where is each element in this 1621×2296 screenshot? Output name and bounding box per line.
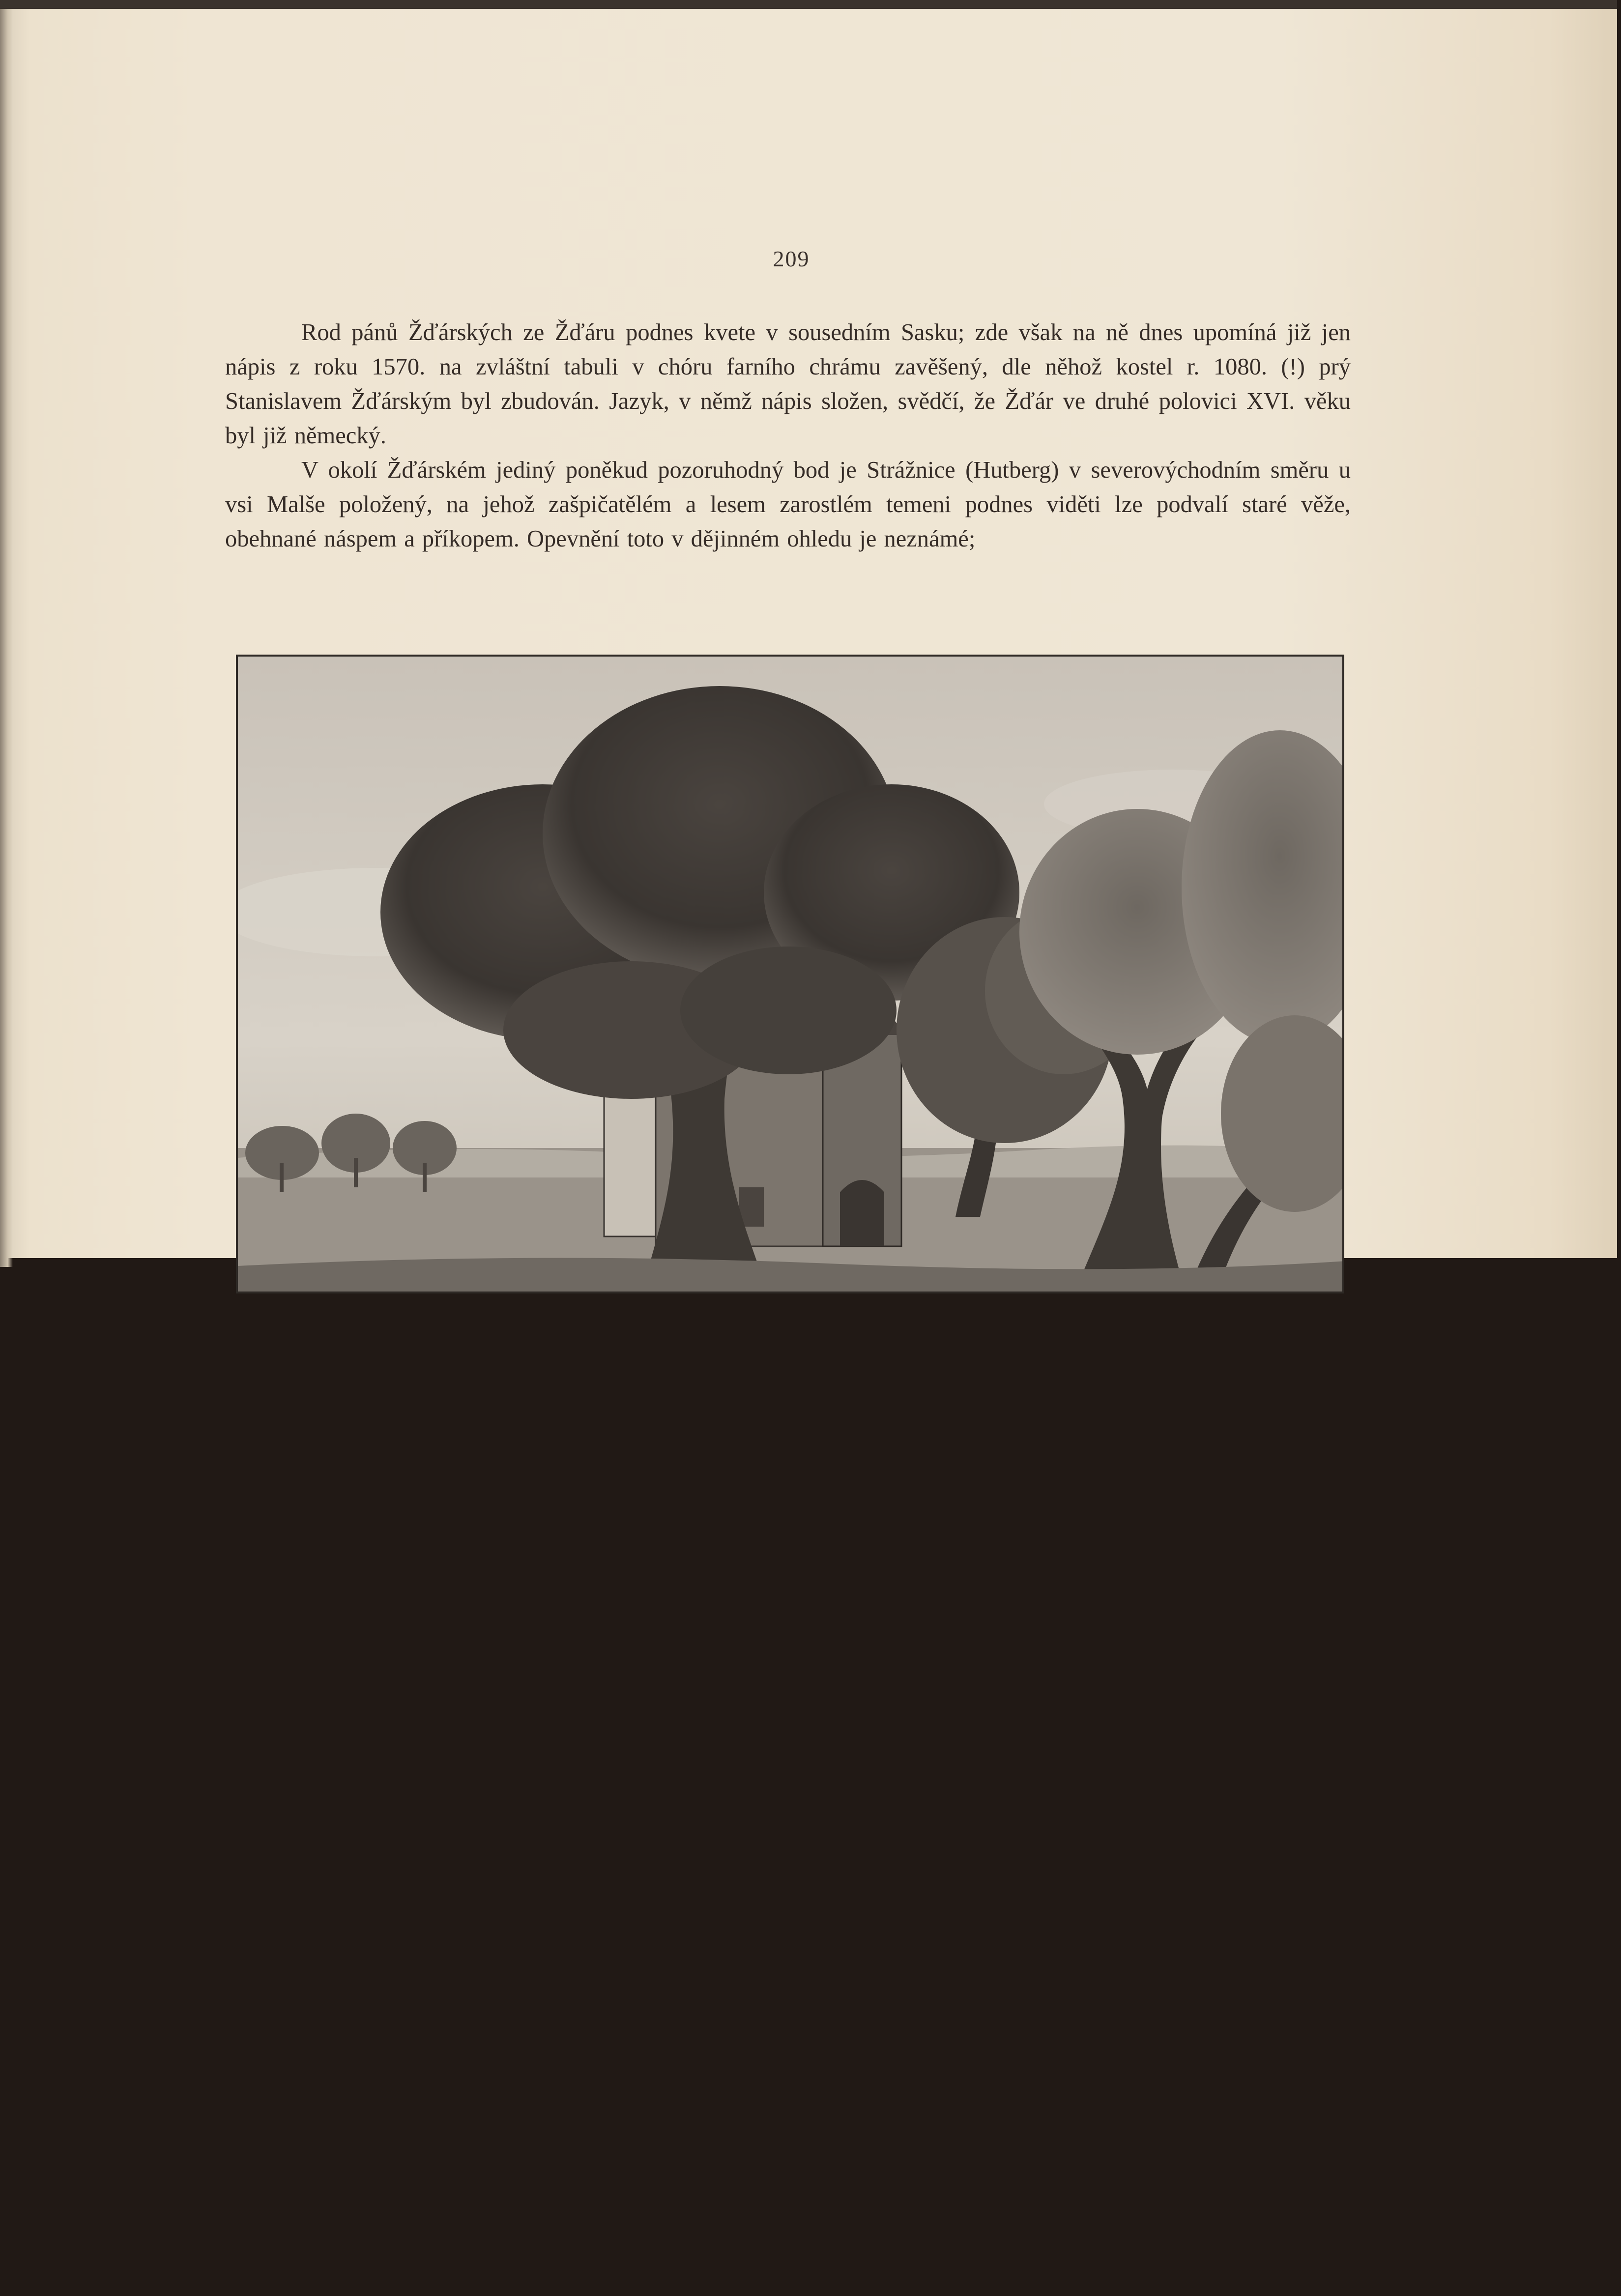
paragraph-1: Rod pánů Žďárských ze Žďáru podnes kvete v sousedním Sasku; zde však na ně dnes upomíná již jen nápis z roku 1570. na zvláštní tabuli v chóru farního chrámu zavěšený, dle něhož kostel r. 1080. (!) prý Stanislavem Žďárským byl zbudován. Jazyk, v němž nápis složen, svědčí, že Žďár ve druhé polovici XVI. věku byl již německý. — [225, 319, 1351, 449]
paragraph-2: V okolí Žďárském jediný poněkud pozoruhodný bod je Strážnice (Hutberg) v severovýchodním směru u vsi Malše položený, na jehož zašpičatělém a lesem zarostlém temeni podnes viděti lze podvalí staré věže, obehnané náspem a příkopem. Opevnění toto v dějinném ohledu je neznámé; — [225, 457, 1351, 552]
engraving-drawing — [238, 657, 1344, 1293]
page-binding-edge — [0, 9, 13, 1267]
page-number: 209 — [773, 246, 810, 271]
illustration-chapel-engraving — [236, 655, 1344, 1293]
body-text — [225, 316, 1351, 556]
